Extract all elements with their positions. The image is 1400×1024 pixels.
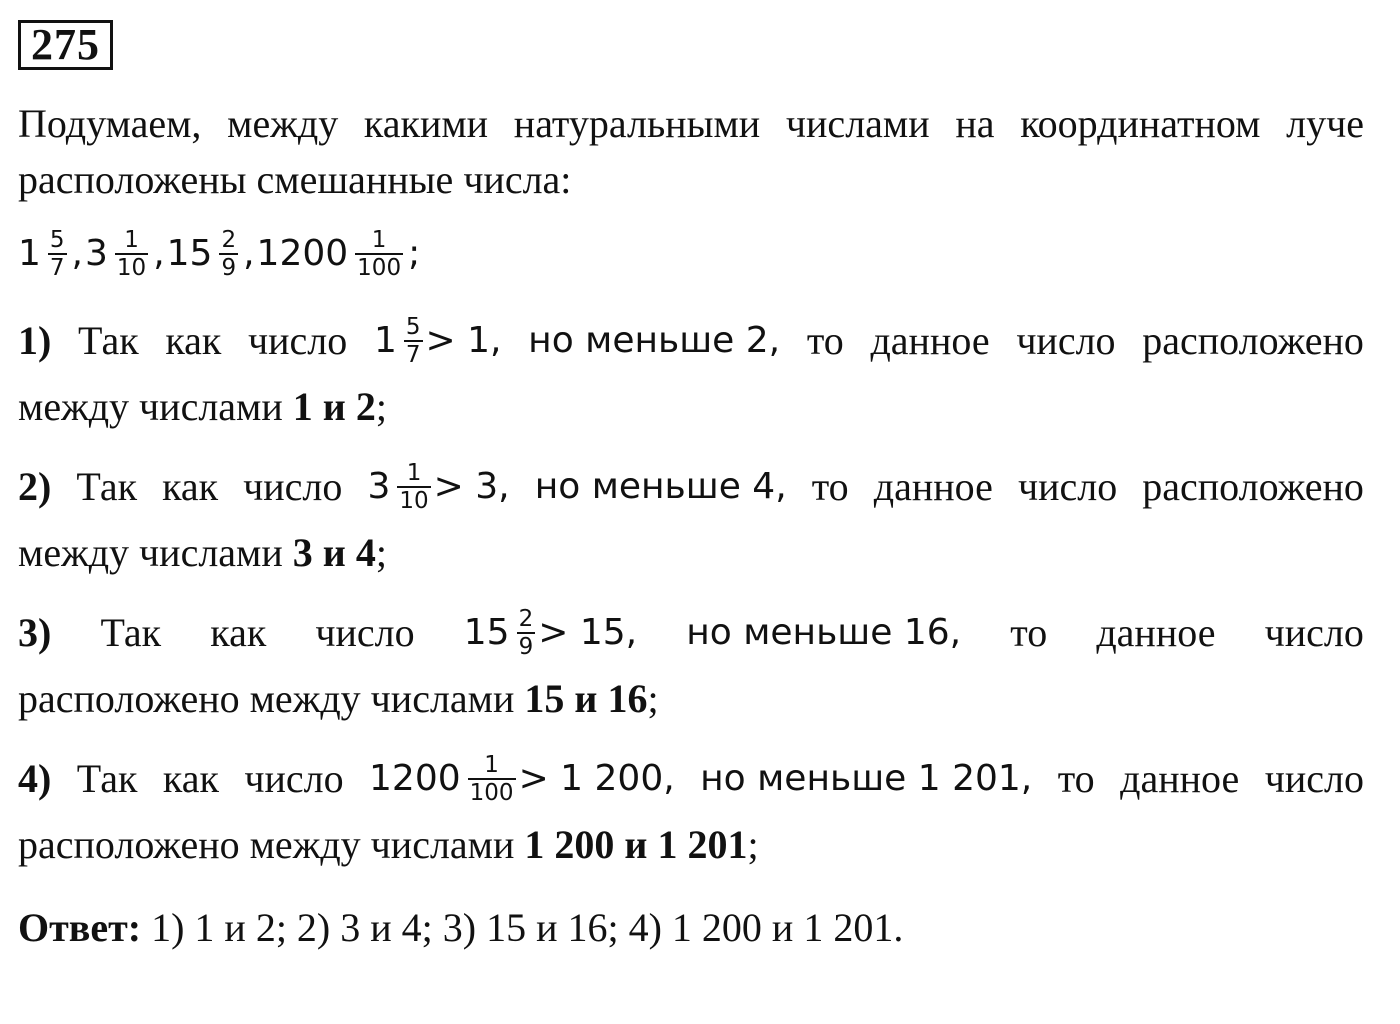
word: как (162, 464, 219, 509)
fraction (517, 606, 536, 660)
word: Так (76, 756, 138, 801)
whole-part: 3 (85, 233, 108, 274)
comparison: > 1 200, (518, 758, 675, 799)
denominator: 100 (469, 780, 514, 806)
fraction (397, 460, 430, 514)
denominator: 9 (221, 255, 237, 281)
task-number: 275 (18, 20, 113, 70)
numerator: 1 (484, 752, 499, 778)
step-line-2 (18, 666, 1364, 732)
step-label: 4) (18, 756, 52, 801)
word: то (806, 318, 844, 363)
whole-part: 15 (166, 233, 213, 274)
whole-part: 15 (463, 612, 510, 653)
word: число (244, 756, 344, 801)
whole-part: 1200 (256, 233, 349, 274)
mixed-number (367, 454, 509, 520)
bound-text: но меньше 16, (686, 612, 962, 653)
word: расположено (1142, 318, 1364, 363)
solution-step-2 (18, 454, 1364, 586)
result: 15 и 16 (524, 676, 648, 721)
result: 3 и 4 (292, 530, 376, 575)
denominator: 7 (405, 342, 421, 368)
result: 1 200 и 1 201 (524, 822, 748, 867)
numerator: 1 (371, 227, 387, 253)
punct: ; (747, 822, 759, 867)
denominator: 9 (518, 634, 534, 660)
denominator: 10 (399, 488, 429, 514)
mixed-numbers-list (18, 214, 1364, 294)
mixed-number (167, 214, 241, 294)
text: расположено между числами (18, 676, 525, 721)
word: то (811, 464, 849, 509)
answer-text: 1) 1 и 2; 2) 3 и 4; 3) 15 и 16; 4) 1 200 и 1 201. (141, 905, 904, 950)
numerator: 2 (221, 227, 237, 253)
word: то (1057, 756, 1095, 801)
denominator: 10 (116, 255, 147, 281)
fraction (404, 314, 423, 368)
bound-text: но меньше 1 201, (700, 758, 1033, 799)
word: данное (870, 318, 990, 363)
whole-part: 1 (18, 233, 41, 274)
fraction (115, 227, 148, 281)
mixed-number (257, 214, 407, 294)
word: число (315, 610, 415, 655)
result: 1 и 2 (292, 384, 376, 429)
intro-text: Подумаем, между какими натуральными числами на координатном луче расположены смешанные числа: (18, 101, 1364, 202)
word: число (248, 318, 348, 363)
text: расположено между числами (18, 822, 525, 867)
word: число (1017, 464, 1118, 509)
punct: ; (647, 676, 659, 721)
word: как (162, 756, 219, 801)
text: между числами (18, 530, 293, 575)
separator: ; (408, 233, 421, 274)
bound-text: но меньше 4, (534, 466, 787, 507)
word: то (1010, 610, 1048, 655)
fraction (219, 227, 238, 281)
word: расположено (1142, 464, 1364, 509)
step-label: 1) (18, 318, 52, 363)
step-line-2 (18, 812, 1364, 878)
comparison: > 1, (425, 320, 502, 361)
whole-part: 1 (373, 320, 397, 361)
text: между числами (18, 384, 293, 429)
step-line-2 (18, 520, 1364, 586)
comparison: > 3, (433, 466, 510, 507)
punct: ; (375, 530, 387, 575)
numerator: 5 (405, 314, 421, 340)
separator: , (71, 233, 83, 274)
word: данное (1120, 756, 1240, 801)
word: как (210, 610, 267, 655)
step-label: 3) (18, 610, 52, 655)
fraction (355, 227, 403, 281)
mixed-number (464, 600, 637, 666)
word: число (1264, 756, 1364, 801)
step-line-2 (18, 374, 1364, 440)
word: Так (78, 318, 139, 363)
denominator: 100 (357, 255, 402, 281)
word: Так (100, 610, 162, 655)
word: как (165, 318, 222, 363)
mixed-number (369, 746, 675, 812)
denominator: 7 (49, 255, 65, 281)
word: данное (873, 464, 993, 509)
word: Так (76, 464, 138, 509)
bound-text: но меньше 2, (528, 320, 781, 361)
step-label: 2) (18, 464, 52, 509)
numerator: 2 (518, 606, 534, 632)
answer-line (18, 898, 1364, 958)
separator: , (153, 233, 165, 274)
numerator: 1 (406, 460, 422, 486)
mixed-number (85, 214, 151, 294)
word: число (1264, 610, 1364, 655)
comparison: > 15, (538, 612, 638, 653)
page (18, 20, 1364, 958)
solution-step-3 (18, 600, 1364, 732)
mixed-number (374, 308, 502, 374)
numerator: 5 (49, 227, 65, 253)
word: число (1016, 318, 1116, 363)
whole-part: 1200 (369, 758, 461, 799)
answer-label: Ответ: (18, 905, 142, 950)
punct: ; (375, 384, 387, 429)
fraction (48, 227, 67, 281)
word: данное (1096, 610, 1216, 655)
mixed-number (18, 214, 70, 294)
numerator: 1 (124, 227, 139, 253)
solution-step-4 (18, 746, 1364, 878)
word: число (243, 464, 343, 509)
fraction (468, 752, 516, 806)
solution-step-1 (18, 308, 1364, 440)
separator: , (243, 233, 255, 274)
whole-part: 3 (367, 466, 391, 507)
